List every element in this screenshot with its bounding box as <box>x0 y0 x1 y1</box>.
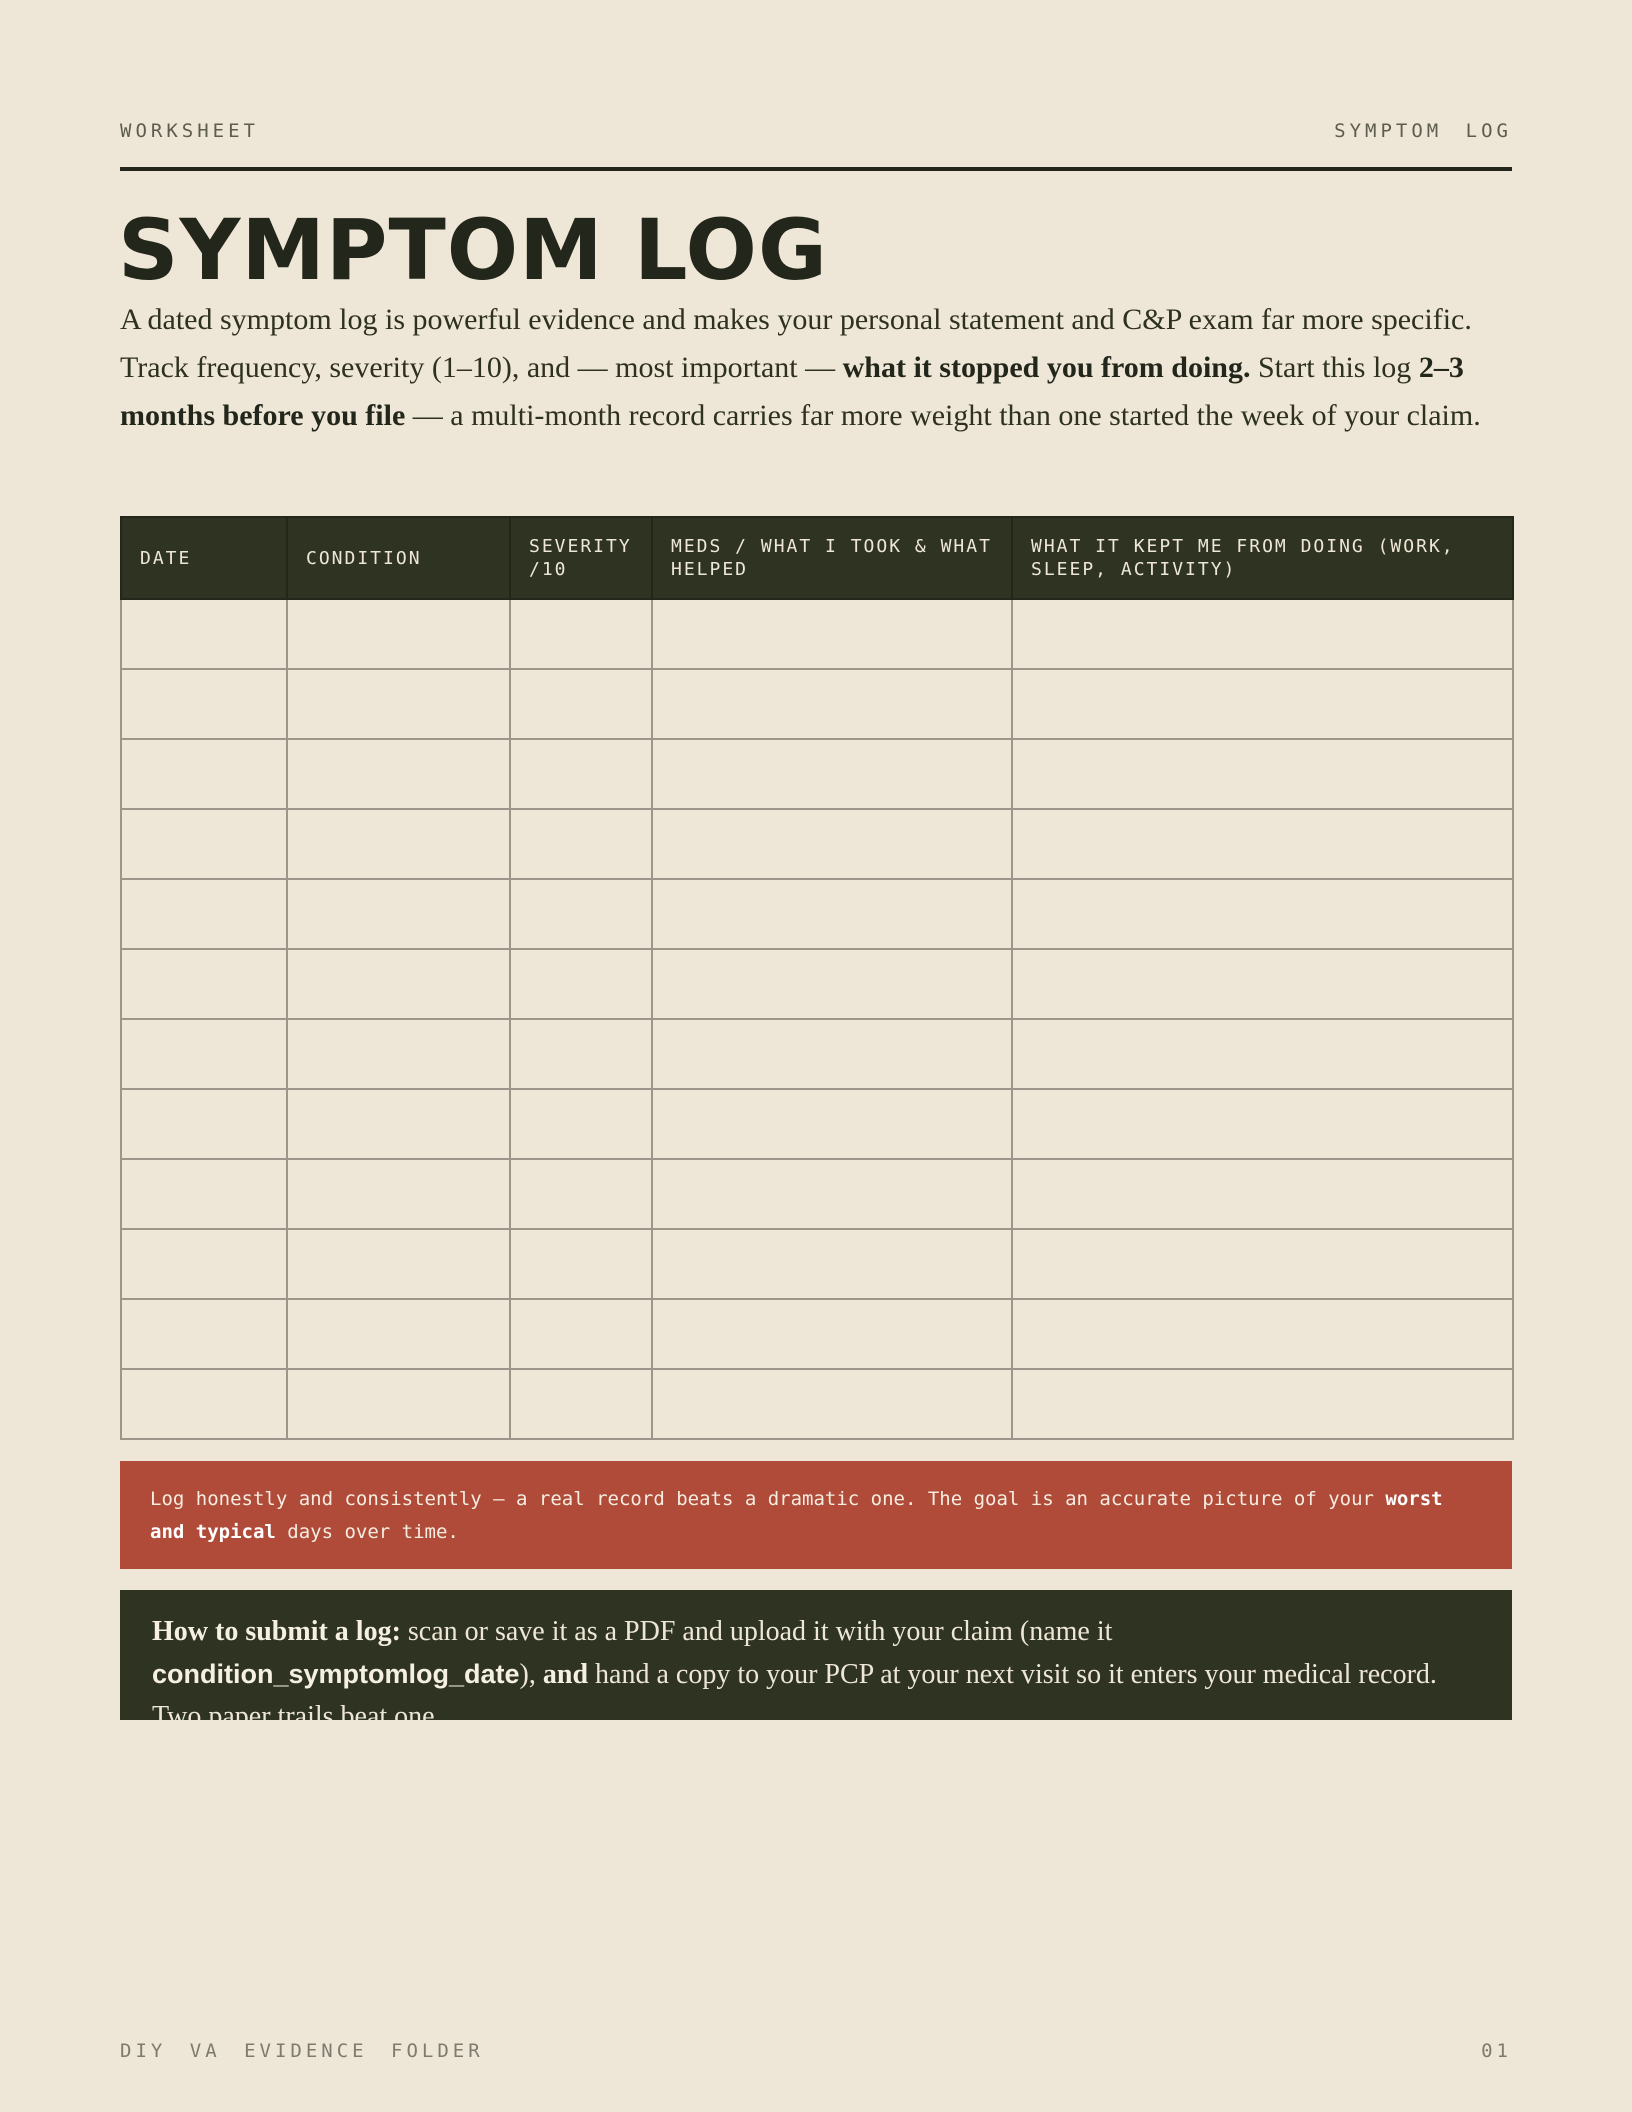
intro-paragraph <box>120 296 1512 440</box>
log-cell <box>121 599 287 669</box>
log-cell <box>287 1159 510 1229</box>
log-cell <box>1012 1089 1513 1159</box>
log-cell <box>510 809 652 879</box>
log-cell <box>652 1089 1012 1159</box>
symptom-log-table <box>120 516 1514 1440</box>
submit-and: and <box>542 1659 589 1690</box>
log-cell <box>1012 599 1513 669</box>
column-header-meds: MEDS / WHAT I TOOK & WHAT HELPED <box>652 517 1012 599</box>
log-cell <box>652 739 1012 809</box>
table-row <box>121 1019 1513 1089</box>
log-cell <box>1012 879 1513 949</box>
log-cell <box>510 599 652 669</box>
running-header <box>120 120 1512 146</box>
log-cell <box>1012 949 1513 1019</box>
page-number: 01 <box>1481 2040 1512 2062</box>
log-cell <box>1012 739 1513 809</box>
log-cell <box>510 1089 652 1159</box>
log-cell <box>510 1159 652 1229</box>
page-footer <box>120 2040 1512 2064</box>
log-cell <box>652 879 1012 949</box>
table-row <box>121 879 1513 949</box>
log-cell <box>652 809 1012 879</box>
log-cell <box>121 1089 287 1159</box>
table-row <box>121 739 1513 809</box>
submit-text-2: ), <box>519 1659 543 1690</box>
intro-emphasis-2: 2–3 months before you file <box>120 351 1464 432</box>
log-cell <box>652 1159 1012 1229</box>
log-cell <box>287 809 510 879</box>
log-cell <box>287 949 510 1019</box>
note-text-1: Log honestly and consistently — a real record beats a dramatic one. The goal is an accurate picture of your <box>150 1488 1386 1510</box>
log-cell <box>652 1299 1012 1369</box>
column-header-impact: WHAT IT KEPT ME FROM DOING (WORK, SLEEP, ACTIVITY) <box>1012 517 1513 599</box>
table-header-row <box>121 517 1513 599</box>
header-section-label: WORKSHEET <box>120 120 259 142</box>
footer-folder-label: DIY VA EVIDENCE FOLDER <box>120 2040 484 2062</box>
column-header-severity: SEVERITY /10 <box>510 517 652 599</box>
log-cell <box>510 669 652 739</box>
log-cell <box>121 879 287 949</box>
log-cell <box>287 879 510 949</box>
worksheet-page <box>120 0 1512 2112</box>
table-row <box>121 1299 1513 1369</box>
log-cell <box>121 1369 287 1439</box>
intro-text-3: — a multi-month record carries far more weight than one started the week of your claim. <box>405 399 1481 432</box>
log-cell <box>1012 1299 1513 1369</box>
log-cell <box>510 1299 652 1369</box>
log-cell <box>121 669 287 739</box>
log-cell <box>510 879 652 949</box>
log-cell <box>652 1369 1012 1439</box>
log-cell <box>287 1229 510 1299</box>
log-cell <box>1012 1019 1513 1089</box>
intro-text-2: Start this log <box>1250 351 1419 384</box>
log-cell <box>510 949 652 1019</box>
log-cell <box>121 809 287 879</box>
log-cell <box>121 1299 287 1369</box>
table-row <box>121 1159 1513 1229</box>
header-worksheet-name: SYMPTOM LOG <box>1334 120 1512 142</box>
log-cell <box>287 739 510 809</box>
log-cell <box>121 739 287 809</box>
log-cell <box>121 949 287 1019</box>
log-cell <box>121 1019 287 1089</box>
table-row <box>121 949 1513 1019</box>
intro-text-1: A dated symptom log is powerful evidence and makes your personal statement and C&P exam far more specific. Track frequency, severity (1–10), and — most important — <box>120 303 1472 384</box>
column-header-date: DATE <box>121 517 287 599</box>
log-cell <box>121 1229 287 1299</box>
log-cell <box>1012 1229 1513 1299</box>
log-cell <box>287 599 510 669</box>
page-title: SYMPTOM LOG <box>118 201 828 299</box>
log-cell <box>652 1019 1012 1089</box>
table-row <box>121 1369 1513 1439</box>
log-cell <box>287 1299 510 1369</box>
table-row <box>121 669 1513 739</box>
submit-text-3: hand a copy to your PCP at your next visit so it enters your medical record. Two paper trails beat one. <box>152 1659 1437 1732</box>
header-rule <box>120 167 1512 171</box>
submit-filename: condition_symptomlog_date <box>152 1659 520 1689</box>
log-cell <box>652 599 1012 669</box>
note-text-2: days over time. <box>275 1521 459 1543</box>
log-cell <box>510 739 652 809</box>
log-cell <box>1012 809 1513 879</box>
table-row <box>121 809 1513 879</box>
log-table-body <box>121 599 1513 1439</box>
log-cell <box>1012 1159 1513 1229</box>
log-cell <box>1012 669 1513 739</box>
honesty-note-callout <box>120 1461 1512 1569</box>
log-cell <box>510 1019 652 1089</box>
log-cell <box>510 1369 652 1439</box>
submit-instructions-callout <box>120 1590 1512 1732</box>
log-cell <box>510 1229 652 1299</box>
submit-text-1: scan or save it as a PDF and upload it with your claim (name it <box>400 1616 1113 1647</box>
column-header-condition: CONDITION <box>287 517 510 599</box>
log-cell <box>652 1229 1012 1299</box>
intro-emphasis-1: what it stopped you from doing. <box>842 351 1251 384</box>
log-cell <box>287 669 510 739</box>
log-cell <box>287 1089 510 1159</box>
submit-lead: How to submit a log: <box>152 1616 401 1647</box>
log-cell <box>121 1159 287 1229</box>
table-row <box>121 599 1513 669</box>
note-emphasis: worst and typical <box>150 1488 1443 1543</box>
log-cell <box>1012 1369 1513 1439</box>
log-cell <box>652 669 1012 739</box>
table-row <box>121 1229 1513 1299</box>
log-cell <box>652 949 1012 1019</box>
log-cell <box>287 1019 510 1089</box>
log-cell <box>287 1369 510 1439</box>
table-row <box>121 1089 1513 1159</box>
